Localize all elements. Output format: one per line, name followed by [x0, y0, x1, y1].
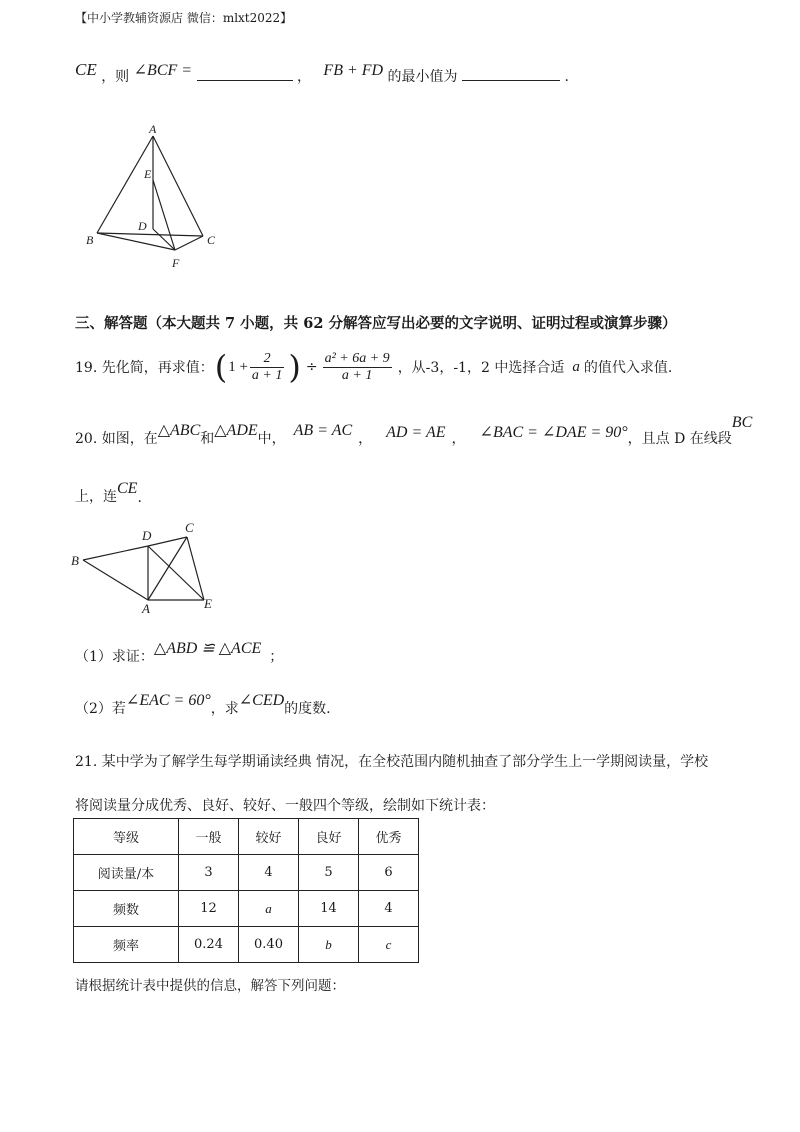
- fig2-label-a: A: [142, 601, 150, 616]
- q20-zhong: 中，: [257, 431, 286, 447]
- table-header-row: [74, 819, 419, 855]
- page-header: 【中小学教辅资源店 微信：mlxt2022】: [75, 11, 293, 25]
- q20-cond3: ∠BAC = ∠DAE = 90°: [479, 424, 628, 441]
- q20-tail: ，且点 D 在线段: [627, 431, 732, 447]
- q20-p1-expr: △ABD ≌ △ACE: [153, 640, 262, 657]
- q20-p1-label: （1）求证：: [75, 649, 154, 665]
- table-cell: 阅读量/本: [74, 855, 179, 891]
- fig2-label-e: E: [204, 596, 212, 611]
- fig2-label-d: D: [142, 528, 152, 543]
- q20-p1-end: ；: [269, 649, 284, 665]
- figure-1-triangle: [80, 120, 230, 280]
- q19-tail2: 的值代入求值.: [583, 360, 673, 376]
- fig2-label-b: B: [71, 553, 79, 568]
- q20-p2-mid: ，求: [210, 701, 239, 717]
- table-row: [74, 891, 419, 927]
- q19-frac1-num: 2: [250, 351, 284, 367]
- q19-line: [75, 345, 672, 389]
- fig2-label-c: C: [185, 520, 194, 535]
- q19-frac2: [323, 351, 392, 383]
- q19-one: 1 +: [228, 358, 248, 375]
- q20-line-1: 20. 如图，在 △ABC 和 △ADE 中， AB = AC ， AD = AE ， ∠BAC = ∠DAE = 90° ，且点 D 在线段 BC: [75, 414, 753, 447]
- q21-line-1: 21. 某中学为了解学生每学期诵读经典 情况，在全校范围内随机抽查了部分学生上一学期阅读量，学校: [75, 754, 709, 770]
- table-cell: 12: [179, 891, 239, 927]
- q19-frac1-den: a + 1: [251, 367, 283, 383]
- q18-blank-2[interactable]: [462, 80, 560, 81]
- q20-line-2: [75, 478, 142, 506]
- q20-bc: BC: [731, 414, 753, 431]
- q19-frac2-num: a² + 6a + 9: [324, 351, 390, 367]
- section-3-heading: 三、解答题（本大题共 7 小题，共 62 分解答应写出必要的文字说明、证明过程或演算步骤）: [75, 315, 677, 332]
- table-cell: 4: [239, 855, 299, 891]
- q20-tri1: △ABC: [157, 422, 201, 439]
- q19-frac2-den: a + 1: [341, 367, 373, 383]
- table-header-cell: 等级: [74, 819, 179, 855]
- q18-angle: ∠BCF =: [133, 62, 193, 79]
- fig1-label-c: C: [207, 233, 216, 247]
- q18-fbfd: FB + FD: [323, 62, 384, 79]
- q20-cond1: AB = AC: [293, 422, 353, 439]
- q19-div: ÷: [305, 359, 318, 375]
- q21-stat-table: [73, 818, 419, 963]
- table-cell: 频率: [74, 927, 179, 963]
- q20-line2b: .: [137, 490, 142, 506]
- fig1-label-d: D: [138, 219, 147, 233]
- table-header-cell: 良好: [299, 819, 359, 855]
- q19-open-paren: (: [214, 348, 228, 386]
- table-cell: 3: [179, 855, 239, 891]
- table-row: [74, 855, 419, 891]
- q18-line: [75, 60, 569, 86]
- table-cell: 5: [299, 855, 359, 891]
- fig1-label-f: F: [172, 256, 180, 270]
- table-cell: b: [299, 927, 359, 963]
- q18-ce: CE: [75, 60, 97, 79]
- table-cell: a: [239, 891, 299, 927]
- q20-part-1: [75, 636, 283, 666]
- table-cell: 6: [359, 855, 419, 891]
- q19-var: a: [572, 358, 580, 375]
- table-row: [74, 927, 419, 963]
- table-cell: c: [359, 927, 419, 963]
- q18-tail: 的最小值为: [387, 69, 458, 85]
- q18-end: .: [564, 69, 569, 85]
- table-header-cell: 较好: [239, 819, 299, 855]
- q19-frac1: [250, 351, 284, 383]
- table-header-cell: 一般: [179, 819, 239, 855]
- q20-tri2: △ADE: [214, 422, 258, 439]
- q19-tail: ，从-3，-1，2 中选择合适: [397, 360, 565, 376]
- q18-sep: ，则: [101, 69, 130, 85]
- table-cell: 4: [359, 891, 419, 927]
- q20-p2-label: （2）若: [75, 701, 126, 717]
- q20-and: 和: [200, 431, 215, 447]
- table-header-cell: 优秀: [359, 819, 419, 855]
- q20-number: 20. 如图，在: [75, 431, 158, 447]
- q19-close-paren: ): [288, 348, 301, 386]
- table-cell: 频数: [74, 891, 179, 927]
- fig1-label-a: A: [149, 122, 157, 136]
- table-cell: 14: [299, 891, 359, 927]
- fig1-label-b: B: [86, 233, 94, 247]
- q20-cond2: AD = AE: [386, 424, 446, 441]
- q20-p2-expr: ∠EAC = 60°: [125, 692, 211, 709]
- figure-2-triangles: [66, 518, 236, 618]
- q20-p2-end: 的度数.: [284, 701, 331, 717]
- table-cell: 0.24: [179, 927, 239, 963]
- q20-p2-expr2: ∠CED: [238, 692, 285, 709]
- q20-line2a: 上，连: [75, 489, 117, 505]
- q20-part-2: [75, 688, 331, 718]
- table-cell: 0.40: [239, 927, 299, 963]
- q21-line-2: 将阅读量分成优秀、良好、较好、一般四个等级，绘制如下统计表：: [75, 798, 495, 814]
- q21-after-table: 请根据统计表中提供的信息，解答下列问题：: [75, 978, 345, 994]
- q18-blank-1[interactable]: [197, 80, 293, 81]
- q18-comma: ，: [296, 69, 311, 85]
- q20-ce: CE: [117, 480, 138, 497]
- q19-number: 19. 先化简，再求值：: [75, 360, 214, 376]
- fig1-label-e: E: [144, 167, 152, 181]
